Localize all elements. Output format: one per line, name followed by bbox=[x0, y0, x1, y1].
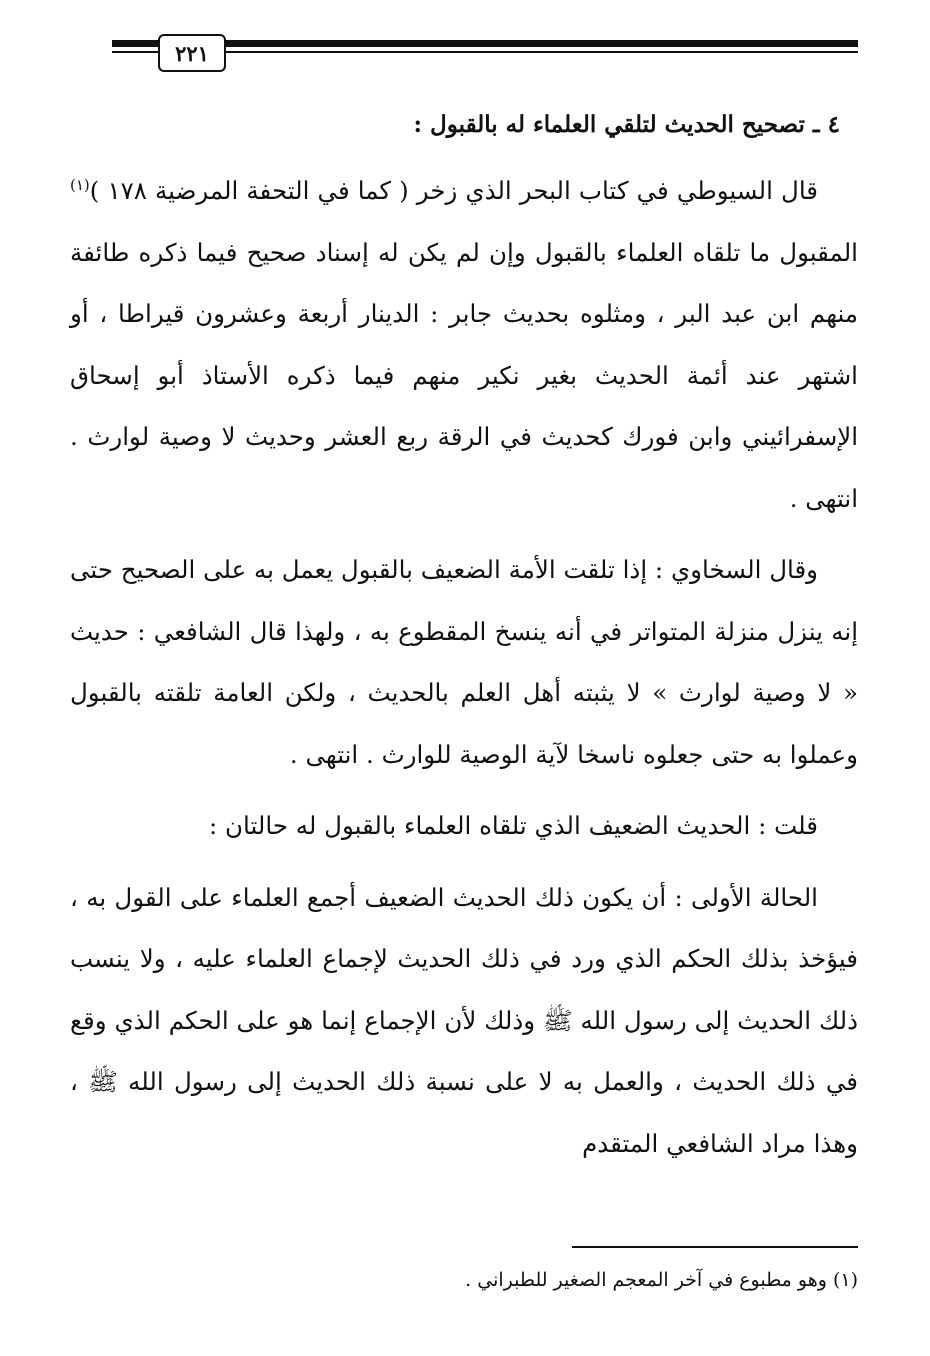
page-number: ٢٢١ bbox=[158, 34, 226, 72]
paragraph-1-text-end: المقبول ما تلقاه العلماء بالقبول وإن لم يكن له إسناد صحيح فيما ذكره طائفة منهم ابن عبد البر ، ومثلوه بحديث جابر : الدينار أربعة وعشرون قيراطا ، أو اشتهر عند أئمة الحديث بغير نكير منهم فيما ذكره الأستاذ أبو إسحاق الإسفرائيني وابن فورك كحديث في الرقة ربع العشر وحديث لا وصية لوارث . انتهى . bbox=[70, 237, 858, 513]
paragraph-4: الحالة الأولى : أن يكون ذلك الحديث الضعيف أجمع العلماء على القول به ، فيؤخذ بذلك الحكم الذي ورد في ذلك الحديث لإجماع العلماء عليه ، ولا ينسب ذلك الحديث إلى رسول الله ﷺ وذلك لأن الإجماع إنما هو على الحكم الذي وقع في ذلك الحديث ، والعمل به لا على نسبة ذلك الحديث إلى رسول الله ﷺ ، وهذا مراد الشافعي المتقدم bbox=[70, 882, 858, 1158]
footnote-separator bbox=[572, 1246, 858, 1248]
section-heading: ٤ ـ تصحيح الحديث لتلقي العلماء له بالقبول : bbox=[413, 111, 840, 138]
footnote-marker-1[interactable]: (١) bbox=[70, 175, 90, 194]
footnote-1: (١) وهو مطبوع في آخر المعجم الصغير للطبراني . bbox=[465, 1269, 858, 1291]
paragraph-1-text-start: قال السيوطي في كتاب البحر الذي زخر ( كما في التحفة المرضية ١٧٨ ) bbox=[89, 176, 818, 205]
paragraph-1 bbox=[70, 160, 858, 529]
paragraph-3: قلت : الحديث الضعيف الذي تلقاه العلماء بالقبول له حالتان : bbox=[209, 811, 818, 840]
main-text bbox=[70, 160, 858, 1174]
paragraph-2: وقال السخاوي : إذا تلقت الأمة الضعيف بالقبول يعمل به على الصحيح حتى إنه ينزل منزلة المتواتر في أنه ينسخ المقطوع به ، ولهذا قال الشافعي : حديث « لا وصية لوارث » لا يثبته أهل العلم بالحديث ، ولكن العامة تلقته بالقبول وعملوا به حتى جعلوه ناسخا لآية الوصية للوارث . انتهى . bbox=[70, 555, 858, 769]
page-header bbox=[112, 34, 858, 74]
